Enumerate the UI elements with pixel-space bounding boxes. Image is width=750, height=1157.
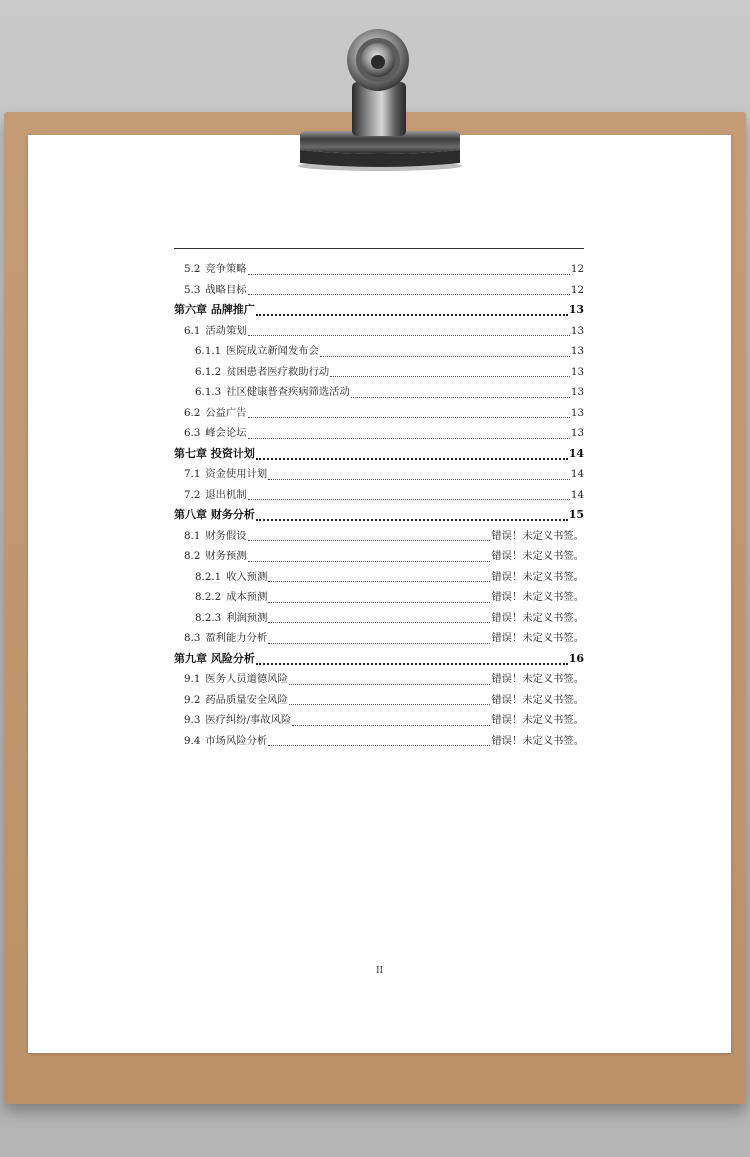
toc-entry-title: 市场风险分析: [205, 734, 268, 747]
toc-entry-title: 收入预测: [226, 570, 268, 583]
toc-entry[interactable]: [174, 691, 584, 712]
dot-leader: [330, 366, 570, 377]
toc-entry-page: 13: [570, 427, 584, 439]
toc-entry-number: 8.2.2: [195, 591, 222, 603]
toc-entry-page: 错误！未定义书签。: [491, 529, 584, 542]
toc-entry[interactable]: [174, 486, 584, 507]
toc-entry-title: 盈利能力分析: [205, 632, 268, 644]
toc-entry-page: 14: [570, 488, 584, 501]
toc-entry-title: 第七章 投资计划: [174, 446, 255, 460]
toc-chapter-entry[interactable]: [174, 650, 584, 671]
dot-leader: [256, 304, 568, 316]
toc-entry-title: 医疗纠纷/事故风险: [205, 714, 292, 726]
clipboard-board: [4, 112, 746, 1104]
dot-leader: [268, 592, 490, 603]
dot-leader: [289, 674, 491, 685]
dot-leader: [248, 407, 570, 418]
toc-entry-title: 退出机制: [205, 488, 247, 501]
toc-entry-page: 错误！未定义书签。: [491, 734, 584, 747]
toc-entry-page: 错误！未定义书签。: [491, 673, 584, 685]
toc-entry[interactable]: [174, 342, 584, 363]
toc-entry-number: 7.2: [184, 488, 201, 501]
toc-entry-page: 13: [570, 324, 584, 337]
dot-leader: [268, 571, 490, 582]
toc-entry-number: 8.2.1: [195, 570, 222, 583]
toc-entry-page: 13: [570, 406, 584, 419]
toc-entry-page: 错误！未定义书签。: [491, 632, 584, 644]
toc-entry-page: 12: [570, 283, 584, 296]
toc-entry[interactable]: [174, 363, 584, 384]
dot-leader: [248, 284, 570, 295]
dot-leader: [248, 264, 570, 275]
toc-entry[interactable]: [174, 383, 584, 404]
table-of-contents: [174, 260, 584, 752]
toc-entry-page: 14: [570, 468, 584, 480]
toc-entry-page: 错误！未定义书签。: [491, 611, 584, 624]
toc-entry-title: 峰会论坛: [205, 427, 247, 439]
toc-chapter-entry[interactable]: [174, 301, 584, 322]
toc-entry-number: 6.1.1: [195, 345, 222, 357]
toc-entry[interactable]: [174, 670, 584, 691]
toc-entry-number: 8.2: [184, 550, 201, 562]
toc-entry[interactable]: [174, 281, 584, 302]
toc-entry-page: 13: [570, 386, 584, 398]
toc-entry-title: 第八章 财务分析: [174, 508, 255, 521]
dot-leader: [268, 469, 570, 480]
dot-leader: [268, 735, 490, 746]
toc-entry-page: 15: [568, 508, 584, 521]
toc-entry-title: 战略目标: [205, 283, 247, 296]
toc-entry-page: 错误！未定义书签。: [491, 693, 584, 706]
toc-entry-title: 社区健康普查疾病筛选活动: [226, 386, 350, 398]
toc-entry-number: 6.1: [184, 324, 201, 337]
dot-leader: [248, 428, 570, 439]
toc-entry-number: 6.1.2: [195, 365, 222, 378]
toc-entry[interactable]: [174, 404, 584, 425]
toc-entry-title: 资金使用计划: [205, 468, 268, 480]
toc-entry-title: 第九章 风险分析: [174, 651, 255, 665]
dot-leader: [248, 325, 570, 336]
toc-entry-page: 错误！未定义书签。: [491, 591, 584, 603]
toc-entry-title: 第六章 品牌推广: [174, 303, 255, 316]
toc-entry-number: 7.1: [184, 468, 201, 480]
toc-entry-number: 6.1.3: [195, 386, 222, 398]
document-page: [28, 135, 731, 1053]
dot-leader: [256, 653, 568, 665]
toc-entry-title: 医务人员道德风险: [205, 673, 288, 685]
toc-entry-page: 16: [568, 651, 584, 665]
toc-entry-number: 9.4: [184, 734, 201, 747]
toc-entry-title: 药品质量安全风险: [205, 693, 288, 706]
toc-entry[interactable]: [174, 732, 584, 753]
toc-entry-page: 13: [570, 365, 584, 378]
toc-chapter-entry[interactable]: [174, 445, 584, 466]
toc-entry-number: 9.2: [184, 693, 201, 706]
dot-leader: [248, 551, 491, 562]
toc-entry-number: 9.3: [184, 714, 201, 726]
dot-leader: [292, 715, 490, 726]
toc-entry[interactable]: [174, 588, 584, 609]
header-rule: [174, 248, 584, 249]
page-number: II: [375, 966, 384, 976]
dot-leader: [320, 346, 570, 357]
toc-entry-number: 6.3: [184, 427, 201, 439]
toc-entry-number: 5.2: [184, 263, 201, 275]
dot-leader: [351, 387, 570, 398]
toc-entry-page: 12: [570, 263, 584, 275]
toc-entry-number: 9.1: [184, 673, 201, 685]
toc-entry-title: 医院成立新闻发布会: [226, 345, 319, 357]
toc-entry[interactable]: [174, 609, 584, 630]
toc-entry-title: 竞争策略: [205, 263, 247, 275]
dot-leader: [268, 633, 490, 644]
toc-entry[interactable]: [174, 424, 584, 445]
toc-entry-title: 财务假设: [205, 529, 247, 542]
toc-entry[interactable]: [174, 629, 584, 650]
toc-entry[interactable]: [174, 465, 584, 486]
toc-entry[interactable]: [174, 711, 584, 732]
dot-leader: [289, 694, 491, 705]
toc-entry-title: 利润预测: [226, 611, 268, 624]
toc-entry[interactable]: [174, 527, 584, 548]
toc-entry[interactable]: [174, 260, 584, 281]
toc-entry-title: 公益广告: [205, 406, 247, 419]
toc-entry-page: 13: [570, 345, 584, 357]
dot-leader: [248, 530, 491, 541]
toc-entry-title: 活动策划: [205, 324, 247, 337]
dot-leader: [256, 509, 568, 521]
dot-leader: [248, 489, 570, 500]
toc-entry-number: 6.2: [184, 406, 201, 419]
toc-entry-title: 成本预测: [226, 591, 268, 603]
toc-entry[interactable]: [174, 547, 584, 568]
toc-entry-number: 5.3: [184, 283, 201, 296]
toc-entry-page: 14: [568, 446, 584, 460]
toc-entry-page: 13: [568, 303, 584, 316]
toc-entry-number: 8.1: [184, 529, 201, 542]
toc-entry[interactable]: [174, 322, 584, 343]
toc-entry-page: 错误！未定义书签。: [491, 570, 584, 583]
toc-chapter-entry[interactable]: [174, 506, 584, 527]
toc-entry-number: 8.2.3: [195, 611, 222, 624]
toc-entry[interactable]: [174, 568, 584, 589]
toc-entry-page: 错误！未定义书签。: [491, 714, 584, 726]
toc-entry-page: 错误！未定义书签。: [491, 550, 584, 562]
toc-entry-number: 8.3: [184, 632, 201, 644]
dot-leader: [256, 448, 568, 460]
toc-entry-title: 财务预测: [205, 550, 247, 562]
toc-entry-title: 贫困患者医疗救助行动: [226, 365, 330, 378]
dot-leader: [268, 612, 490, 623]
